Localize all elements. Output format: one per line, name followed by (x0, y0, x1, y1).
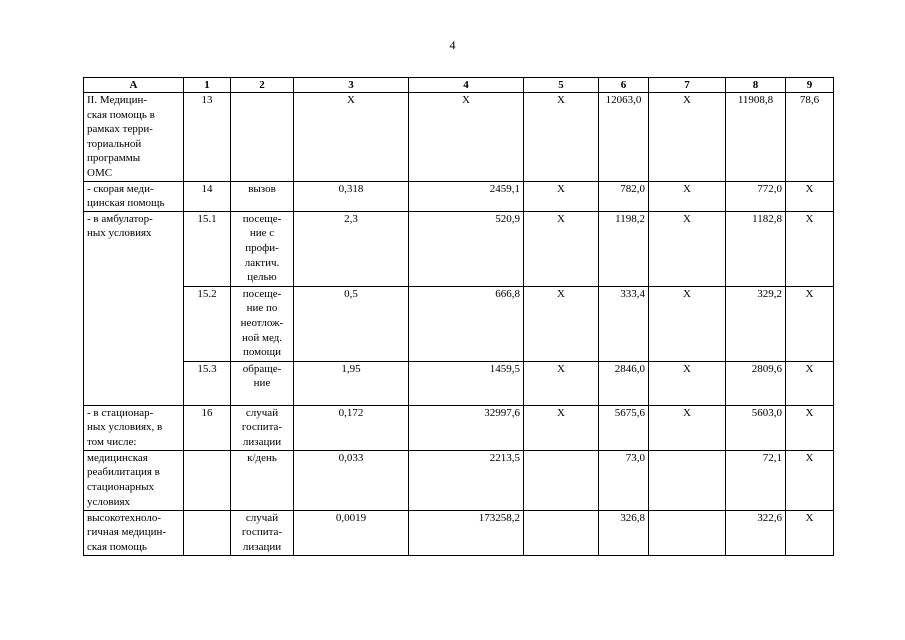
col8-cell: 11908,8 (726, 93, 786, 182)
col6-cell: 12063,0 (599, 93, 649, 182)
unit-text: случай госпита- лизации (241, 511, 283, 553)
header-cell-4: 4 (409, 78, 524, 93)
row-label: II. Медицин- ская помощь в рамках терри- ториальной программы ОМС (87, 94, 155, 179)
cost-cell: 2213,5 (409, 450, 524, 510)
table-row (84, 450, 834, 510)
code-cell: 15.3 (184, 361, 231, 405)
unit-text: к/день (247, 451, 277, 464)
col5-cell: Х (524, 361, 599, 405)
volume-cell: 0,318 (294, 181, 409, 211)
unit-cell (231, 211, 294, 286)
row-label-cell (84, 405, 184, 450)
table-row (84, 510, 834, 555)
data-table (83, 77, 834, 556)
header-cell-6: 6 (599, 78, 649, 93)
col7-cell: Х (649, 361, 726, 405)
unit-cell (231, 405, 294, 450)
volume-cell: 0,0019 (294, 510, 409, 555)
cost-cell: 173258,2 (409, 510, 524, 555)
table-row (84, 405, 834, 450)
col9-cell: Х (786, 211, 834, 286)
col5-cell (524, 510, 599, 555)
header-cell-9: 9 (786, 78, 834, 93)
cost-cell: 2459,1 (409, 181, 524, 211)
unit-text: вызов (248, 182, 276, 195)
volume-cell: 1,95 (294, 361, 409, 405)
row-label: - скорая меди- цинская помощь (87, 182, 165, 210)
col9-cell: Х (786, 286, 834, 361)
row-label: - в стационар- ных условиях, в том числе: (87, 406, 163, 448)
col9-cell: 78,6 (786, 93, 834, 182)
page-number: 4 (449, 38, 456, 52)
cost-cell: 32997,6 (409, 405, 524, 450)
volume-cell: 0,172 (294, 405, 409, 450)
col5-cell: Х (524, 181, 599, 211)
row-label-cell (84, 211, 184, 405)
unit-text: случай госпита- лизации (241, 406, 283, 448)
volume-cell: Х (294, 93, 409, 182)
cost-cell: 520,9 (409, 211, 524, 286)
table-row (84, 286, 834, 361)
volume-cell: 0,033 (294, 450, 409, 510)
col5-cell: Х (524, 405, 599, 450)
volume-cell: 0,5 (294, 286, 409, 361)
table-row (84, 181, 834, 211)
col7-cell: Х (649, 286, 726, 361)
row-label: медицинская реабилитация в стационарных условиях (87, 451, 160, 508)
unit-cell (231, 361, 294, 405)
col7-cell (649, 450, 726, 510)
code-cell: 15.2 (184, 286, 231, 361)
unit-text: обраще- ние (242, 362, 282, 390)
code-cell: 15.1 (184, 211, 231, 286)
col8-cell: 5603,0 (726, 405, 786, 450)
header-cell-5: 5 (524, 78, 599, 93)
cost-cell: 1459,5 (409, 361, 524, 405)
unit-cell (231, 93, 294, 182)
row-label: высокотехноло- гичная медицин- ская помощь (87, 511, 167, 553)
unit-cell (231, 181, 294, 211)
unit-cell (231, 286, 294, 361)
header-cell-3: 3 (294, 78, 409, 93)
col6-cell: 2846,0 (599, 361, 649, 405)
row-label-cell (84, 181, 184, 211)
col6-cell: 73,0 (599, 450, 649, 510)
col7-cell (649, 510, 726, 555)
col5-cell (524, 450, 599, 510)
col7-cell: Х (649, 93, 726, 182)
col8-cell: 2809,6 (726, 361, 786, 405)
header-cell-2: 2 (231, 78, 294, 93)
col6-cell: 326,8 (599, 510, 649, 555)
col6-cell: 1198,2 (599, 211, 649, 286)
header-cell-8: 8 (726, 78, 786, 93)
code-cell: 16 (184, 405, 231, 450)
table-row (84, 211, 834, 286)
col9-cell: Х (786, 450, 834, 510)
col9-cell: Х (786, 181, 834, 211)
col9-cell: Х (786, 510, 834, 555)
col7-cell: Х (649, 405, 726, 450)
row-label-cell (84, 450, 184, 510)
row-label: - в амбулатор- ных условиях (87, 212, 153, 240)
col5-cell: Х (524, 93, 599, 182)
header-row (84, 78, 834, 93)
col6-cell: 782,0 (599, 181, 649, 211)
col7-cell: Х (649, 211, 726, 286)
cost-cell: Х (409, 93, 524, 182)
code-cell (184, 450, 231, 510)
code-cell (184, 510, 231, 555)
code-cell: 13 (184, 93, 231, 182)
unit-text: посеще- ние по неотлож- ной мед. помощи (240, 287, 284, 359)
table-row (84, 361, 834, 405)
col8-cell: 322,6 (726, 510, 786, 555)
col9-cell: Х (786, 405, 834, 450)
col8-cell: 72,1 (726, 450, 786, 510)
col8-cell: 329,2 (726, 286, 786, 361)
unit-cell (231, 510, 294, 555)
row-label-cell (84, 93, 184, 182)
col6-cell: 5675,6 (599, 405, 649, 450)
col8-cell: 772,0 (726, 181, 786, 211)
code-cell: 14 (184, 181, 231, 211)
unit-text: посеще- ние с профи- лактич. целью (242, 212, 282, 284)
header-cell-7: 7 (649, 78, 726, 93)
col7-cell: Х (649, 181, 726, 211)
col5-cell: Х (524, 211, 599, 286)
unit-cell (231, 450, 294, 510)
volume-cell: 2,3 (294, 211, 409, 286)
col9-cell: Х (786, 361, 834, 405)
row-label-cell (84, 510, 184, 555)
table-row (84, 93, 834, 182)
col5-cell: Х (524, 286, 599, 361)
col8-cell: 1182,8 (726, 211, 786, 286)
cost-cell: 666,8 (409, 286, 524, 361)
header-cell-a: А (84, 78, 184, 93)
col6-cell: 333,4 (599, 286, 649, 361)
header-cell-1: 1 (184, 78, 231, 93)
